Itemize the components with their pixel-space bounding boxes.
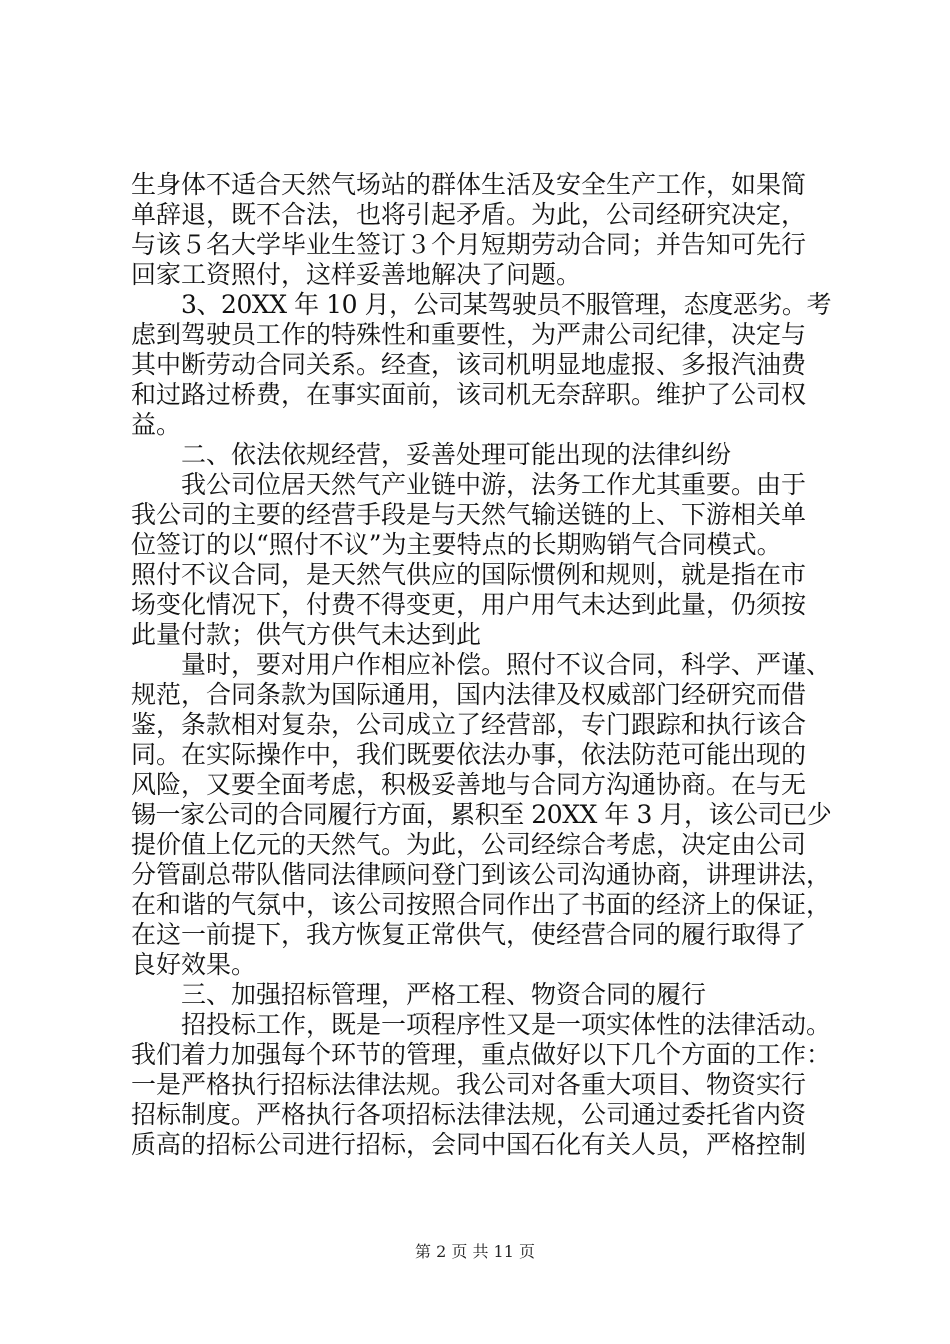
text-line: 虑到驾驶员工作的特殊性和重要性，为严肃公司纪律，决定与: [131, 320, 807, 349]
text-line: 量时，要对用户作相应补偿。照付不议合同，科学、严谨、: [181, 650, 832, 679]
text-line: 二、依法依规经营，妥善处理可能出现的法律纠纷: [181, 440, 732, 469]
text-line: 单辞退，既不合法，也将引起矛盾。为此，公司经研究决定，: [131, 200, 807, 229]
text-line: 在和谐的气氛中，该公司按照合同作出了书面的经济上的保证，: [131, 890, 832, 919]
text-line: 三、加强招标管理，严格工程、物资合同的履行: [181, 980, 707, 1009]
text-line: 我们着力加强每个环节的管理，重点做好以下几个方面的工作：: [131, 1040, 832, 1069]
text-line: 我公司位居天然气产业链中游，法务工作尤其重要。由于: [181, 470, 807, 499]
text-line: 3、20XX 年 10 月，公司某驾驶员不服管理，态度恶劣。考: [181, 290, 832, 319]
text-line: 提价值上亿元的天然气。为此，公司经综合考虑，决定由公司: [131, 830, 807, 859]
text-line: 生身体不适合天然气场站的群体生活及安全生产工作，如果简: [131, 170, 807, 199]
text-line: 其中断劳动合同关系。经查，该司机明显地虚报、多报汽油费: [131, 350, 807, 379]
text-line: 锡一家公司的合同履行方面，累积至 20XX 年 3 月，该公司已少: [131, 800, 832, 829]
text-line: 招标制度。严格执行各项招标法律法规，公司通过委托省内资: [131, 1100, 807, 1129]
text-line: 和过路过桥费，在事实面前，该司机无奈辞职。维护了公司权: [131, 380, 807, 409]
text-line: 照付不议合同，是天然气供应的国际惯例和规则，就是指在市: [131, 560, 807, 589]
text-line: 鉴，条款相对复杂，公司成立了经营部，专门跟踪和执行该合: [131, 710, 807, 739]
text-line: 益。: [131, 410, 182, 439]
text-line: 风险，又要全面考虑，积极妥善地与合同方沟通协商。在与无: [131, 770, 807, 799]
text-line: 招投标工作，既是一项程序性又是一项实体性的法律活动。: [181, 1010, 832, 1039]
page-footer: 第 2 页 共 11 页: [415, 1242, 535, 1261]
text-line: 分管副总带队偕同法律顾问登门到该公司沟通协商，讲理讲法，: [131, 860, 832, 889]
text-line: 在这一前提下，我方恢复正常供气，使经营合同的履行取得了: [131, 920, 807, 949]
text-line: 一是严格执行招标法律法规。我公司对各重大项目、物资实行: [131, 1070, 807, 1099]
text-line: 此量付款；供气方供气未达到此: [131, 620, 482, 649]
body-text: [131, 170, 831, 1160]
text-line: 场变化情况下，付费不得变更，用户用气未达到此量，仍须按: [131, 590, 807, 619]
text-line: 规范，合同条款为国际通用，国内法律及权威部门经研究而借: [131, 680, 807, 709]
text-line: 位签订的以“照付不议”为主要特点的长期购销气合同模式。: [131, 530, 782, 559]
text-line: 我公司的主要的经营手段是与天然气输送链的上、下游相关单: [131, 500, 807, 529]
text-line: 良好效果。: [131, 950, 257, 979]
text-line: 质高的招标公司进行招标，会同中国石化有关人员，严格控制: [131, 1130, 807, 1159]
text-line: 同。在实际操作中，我们既要依法办事，依法防范可能出现的: [131, 740, 807, 769]
text-line: 与该５名大学毕业生签订３个月短期劳动合同；并告知可先行: [131, 230, 807, 259]
text-line: 回家工资照付，这样妥善地解决了问题。: [131, 260, 582, 289]
